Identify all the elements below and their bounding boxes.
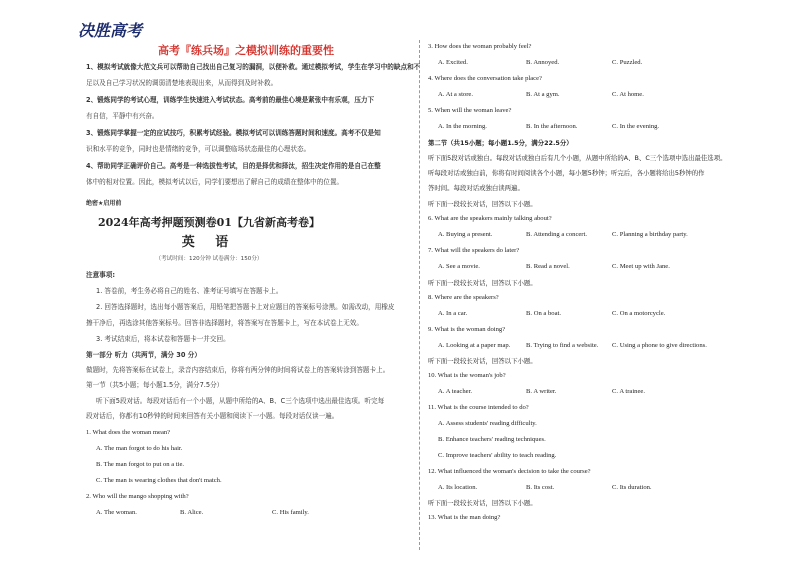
option-7a: A. See a movie. [438, 263, 480, 270]
question-3: 3. How does the woman probably feel? [428, 43, 532, 50]
question-7: 7. What will the speakers do later? [428, 247, 520, 254]
listen-instruction: 听下面一段较长对话，回答以下小题。 [428, 200, 537, 208]
option-11c: C. Improve teachers' ability to teach reading. [438, 452, 557, 459]
option-5b: B. In the afternoon. [526, 123, 578, 130]
section2-direction: 听下面5段对话或独白。每段对话或独白后有几个小题，从题中所给的A、B、C三个选项中选出最佳选项。 [428, 154, 727, 162]
listen-instruction: 听下面一段较长对话，回答以下小题。 [428, 499, 537, 507]
section2-direction: 答时间。每段对话或独白读两遍。 [428, 184, 524, 192]
intro-line: 足以及自己学习状况的调弱清楚地表现出来，从而得到及时补救。 [86, 79, 278, 87]
option-12b: B. Its cost. [526, 484, 555, 491]
notice-line: 3. 考试结束后，将本试卷和答题卡一并交回。 [96, 335, 230, 343]
intro-line: 4、帮助同学正确评价自己。高考是一种选拔性考试，目的是择优和择汰，招生决定作用的是自己在整 [86, 162, 381, 170]
intro-line: 体中的相对位置。因此，模拟考试以后，同学们要想出了解自己的成绩在整体中的位置。 [86, 178, 344, 186]
slogan-heading: 高考『练兵场』之模拟训练的重要性 [158, 44, 334, 57]
option-3c: C. Puzzled. [612, 59, 643, 66]
option-10a: A. A teacher. [438, 388, 473, 395]
part1-direction: 听下面5段对话。每段对话后有一个小题，从题中所给的A、B、C三个选项中选出最佳选项。听完每 [96, 397, 385, 405]
part1-heading: 第一部分 听力（共两节，满分 30 分） [86, 351, 201, 359]
option-12a: A. Its location. [438, 484, 478, 491]
option-3b: B. Annoyed. [526, 59, 560, 66]
subject-title: 英 语 [181, 235, 237, 250]
option-12c: C. Its duration. [612, 484, 652, 491]
option-11b: B. Enhance teachers' reading techniques. [438, 436, 546, 443]
option-5a: A. In the morning. [438, 123, 487, 130]
question-6: 6. What are the speakers mainly talking about? [428, 215, 552, 222]
option-8a: A. In a car. [438, 310, 468, 317]
option-6a: A. Buying a present. [438, 231, 493, 238]
option-9a: A. Looking at a paper map. [438, 342, 511, 349]
question-12: 12. What influenced the woman's decision to take the course? [428, 468, 591, 475]
notice-line: 1. 答卷前，考生务必将自己的姓名、准考证号填写在答题卡上。 [96, 287, 283, 295]
option-9b: B. Trying to find a website. [526, 342, 599, 349]
option-8b: B. On a boat. [526, 310, 561, 317]
intro-line: 1、模拟考试就像大范文兵可以帮助自己找出自己复习的漏洞，以便补救。通过模拟考试，学生在学习中的缺点和不 [86, 63, 421, 71]
option-10b: B. A writer. [526, 388, 557, 395]
option-5c: C. In the evening. [612, 123, 660, 130]
option-4a: A. At a store. [438, 91, 473, 98]
intro-line: 3、锻炼同学掌握一定的应试技巧，积累考试经验。模拟考试可以训练答题时间和速度。高考不仅是知 [86, 129, 381, 137]
part1-direction: 段对话后，你都有10秒钟的时间来回答有关小题和阅读下一小题。每段对话仅读一遍。 [86, 412, 339, 420]
option-6b: B. Attending a concert. [526, 231, 587, 238]
option-4b: B. At a gym. [526, 91, 560, 98]
exam-meta: （考试时间：120分钟 试卷满分：150分） [155, 256, 263, 262]
brand-logo: 决胜高考 [78, 21, 143, 40]
column-divider [419, 40, 420, 550]
notice-heading: 注意事项: [86, 271, 116, 279]
notice-line: 擦干净后，再选涂其他答案标号。回答非选择题时，将答案写在答题卡上，写在本试卷上无效。 [86, 319, 363, 327]
question-4: 4. Where does the conversation take place? [428, 75, 542, 82]
option-2a: A. The woman. [96, 509, 137, 516]
question-1: 1. What does the woman mean? [86, 429, 171, 436]
option-8c: C. On a motorcycle. [612, 310, 666, 317]
option-2c: C. His family. [272, 509, 309, 516]
part1-direction: 第一节（共5小题；每小题1.5分，满分7.5分） [86, 381, 224, 389]
question-13: 13. What is the man doing? [428, 514, 501, 521]
option-1a: A. The man forgot to do his hair. [96, 445, 183, 452]
question-2: 2. Who will the mango shopping with? [86, 493, 189, 500]
question-8: 8. Where are the speakers? [428, 294, 499, 301]
question-9: 9. What is the woman doing? [428, 326, 506, 333]
intro-line: 2、锻炼同学的考试心理，训练学生快速进入考试状态。高考前的最佳心境是紧张中有乐观，压力下 [86, 96, 375, 104]
section2-heading: 第二节（共15小题；每小题1.5分，满分22.5分） [428, 139, 573, 147]
question-5: 5. When will the woman leave? [428, 107, 512, 114]
question-11: 11. What is the course intended to do? [428, 404, 529, 411]
option-11a: A. Assess students' reading difficulty. [438, 420, 537, 427]
question-10: 10. What is the woman's job? [428, 372, 506, 379]
intro-line: 有自信，平静中有兴奋。 [86, 112, 159, 120]
notice-line: 2. 回答选择题时，选出每小题答案后，用铅笔把答题卡上对应题目的答案标号涂黑。如需改动，用橡皮 [96, 303, 395, 311]
listen-instruction: 听下面一段较长对话，回答以下小题。 [428, 357, 537, 365]
option-4c: C. At home. [612, 91, 644, 98]
part1-direction: 做题时，先将答案标在试卷上，录音内容结束后，你将有两分钟的时间将试卷上的答案转涂到答题卡上。 [86, 366, 390, 374]
option-6c: C. Planning a birthday party. [612, 231, 688, 238]
intro-line: 识和水平的竞争，同时也是情绪的竞争，可以调整临场状态最佳的心理状态。 [86, 145, 311, 153]
option-7c: C. Meet up with Jane. [612, 263, 670, 270]
option-10c: C. A trainee. [612, 388, 645, 395]
option-1b: B. The man forgot to put on a tie. [96, 461, 185, 468]
confidential-label: 绝密★启用前 [86, 200, 122, 207]
option-3a: A. Excited. [438, 59, 468, 66]
option-1c: C. The man is wearing clothes that don't match. [96, 477, 222, 484]
section2-direction: 听每段对话或独白前，你将有时间阅读各个小题，每小题5秒钟；听完后，各小题将给出5秒钟的作 [428, 169, 705, 177]
option-9c: C. Using a phone to give directions. [612, 342, 707, 349]
exam-title: 2024年高考押题预测卷01【九省新高考卷】 [98, 216, 320, 229]
option-2b: B. Alice. [180, 509, 204, 516]
option-7b: B. Read a novel. [526, 263, 570, 270]
listen-instruction: 听下面一段较长对话，回答以下小题。 [428, 279, 537, 287]
